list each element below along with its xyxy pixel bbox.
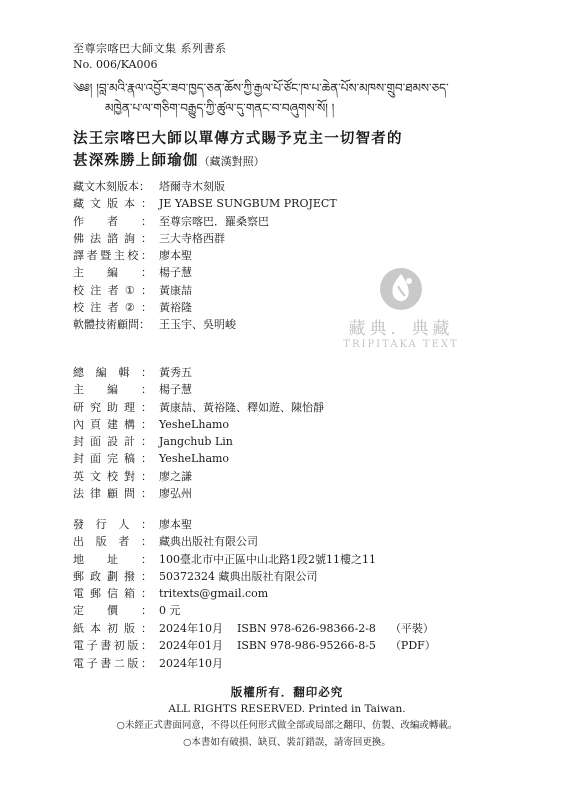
credit-label: 總 編 輯 ： [73, 366, 152, 379]
credit-row [73, 485, 324, 502]
credit-row [73, 381, 324, 398]
credit-label: 出 版 者 ： [73, 535, 152, 549]
credit-row [73, 585, 376, 602]
credit-value: 黃康喆、黃裕隆、釋如遊、陳怡靜 [159, 400, 324, 414]
credit-value: 0 元 [159, 604, 181, 618]
book-title-main: 甚深殊勝上師瑜伽 [73, 152, 199, 169]
edition-format: （PDF） [389, 639, 436, 653]
credit-value: 廖本聖 [159, 249, 192, 263]
credit-label: 電 子 書 初 版 ： [73, 639, 152, 653]
credits-block-1 [73, 178, 337, 334]
edition-isbn: ISBN 978-626-98366-2-8 [237, 622, 376, 635]
credit-label: 主 編 ： [73, 383, 152, 397]
book-title-line-1: 法王宗喀巴大師以單傳方式賜予克主一切智者的 [73, 130, 403, 147]
book-title [73, 128, 513, 173]
credit-value: 楊子慧 [159, 266, 192, 280]
credit-row [73, 364, 324, 381]
credit-label: 作 者 ： [73, 214, 152, 228]
credit-label: 定 價 ： [73, 604, 152, 618]
credit-label: 研 究 助 理 ： [73, 400, 152, 414]
credit-value: Jangchub Lin [159, 435, 233, 449]
credit-value: 廖本聖 [159, 518, 192, 531]
credit-row [73, 399, 324, 416]
credit-value: 黃康喆 [159, 283, 192, 297]
credit-row [73, 450, 324, 467]
credit-label: 譯 者 暨 主 校 ： [73, 249, 152, 263]
credits-block-2 [73, 364, 324, 502]
credit-row [73, 247, 337, 264]
credit-row [73, 568, 376, 585]
credit-value: 塔爾寺木刻版 [159, 180, 225, 193]
credit-label: 封 面 設 計 ： [73, 435, 152, 449]
editions-block [73, 620, 436, 672]
credit-label: 內 頁 建 構 ： [73, 417, 152, 431]
credit-row [73, 602, 376, 619]
credit-label: 軟體技術顧問： [73, 318, 150, 332]
reproduction-notice: ○未經正式書面同意，不得以任何形式做全部或局部之翻印、仿製、改編或轉載。 [116, 720, 458, 731]
credit-label: 校 注 者 ② ： [73, 301, 152, 315]
credit-value: tritexts@gmail.com [159, 587, 269, 601]
credit-value: 至尊宗喀巴．羅桑察巴 [159, 214, 269, 228]
watermark-text-en: TRIPITAKA TEXT [343, 339, 459, 350]
credit-label: 電 子 書 二 版 ： [73, 656, 152, 670]
credit-value: YesheLhamo [159, 452, 230, 466]
credit-label: 佛 法 諮 詢 ： [73, 231, 152, 245]
credit-label: 地 址 ： [73, 552, 152, 566]
credit-value: JE YABSE SUNGBUM PROJECT [159, 197, 337, 211]
credit-value: 黃裕隆 [159, 301, 192, 315]
credit-label: 郵 政 劃 撥 ： [73, 569, 152, 583]
credit-row [73, 195, 337, 212]
edition-date: 2024年01月 [159, 639, 223, 653]
series-title: 至尊宗喀巴大師文集 系列書系 [73, 42, 227, 55]
credit-value: 黃秀五 [159, 366, 192, 379]
tibetan-title-line-1: ༄༅། །བླ་མའི་རྣལ་འབྱོར་ཟབ་ཁྱད་ཅན་ཆོས་ཀྱི་རྒྱལ་པོ་ཙོང་ཁ་པ་ཆེན་པོས་མཁས་གྲུབ་ཐམས་ཅད་ [73, 81, 449, 95]
edition-row [73, 620, 436, 637]
credit-value: 廖之謙 [159, 469, 192, 483]
leaf-drop-logo-icon [378, 266, 424, 312]
credit-label: 法 律 顧 問 ： [73, 487, 152, 501]
damage-return-notice: ○本書如有破損、缺頁、裝訂錯誤，請寄回更換。 [183, 737, 391, 748]
credit-label: 發 行 人 ： [73, 518, 152, 531]
edition-isbn: ISBN 978-986-95266-8-5 [237, 639, 376, 653]
edition-date: 2024年10月 [159, 656, 223, 670]
credit-value: 50372324 藏典出版社有限公司 [159, 569, 318, 583]
watermark-text-zh: 藏典．典藏 [348, 319, 454, 339]
series-number: No. 006/KA006 [73, 58, 158, 71]
credit-row [73, 264, 337, 281]
tibetan-title [73, 78, 513, 118]
edition-row [73, 655, 436, 672]
rights-reserved-zh: 版權所有．翻印必究 [230, 685, 344, 699]
credit-row [73, 282, 337, 299]
credit-row [73, 516, 376, 533]
credit-value: 廖弘州 [159, 487, 192, 501]
credit-row [73, 433, 324, 450]
credit-label: 封 面 完 稿 ： [73, 452, 152, 466]
credit-row [73, 299, 337, 316]
credit-label: 校 注 者 ① ： [73, 283, 152, 297]
rights-reserved-en: ALL RIGHTS RESERVED. Printed in Taiwan. [168, 703, 406, 715]
publisher-watermark [336, 266, 466, 350]
credit-value: 100臺北市中正區中山北路1段2號11樓之11 [159, 552, 376, 566]
credit-row [73, 230, 337, 247]
book-title-line-2 [73, 150, 513, 173]
credit-label: 電 郵 信 箱 ： [73, 587, 152, 601]
edition-row [73, 637, 436, 654]
credit-row [73, 468, 324, 485]
book-title-subtitle: （藏漢對照） [198, 155, 265, 168]
credit-value: 三大寺格西群 [159, 231, 225, 245]
credit-row [73, 416, 324, 433]
credit-label: 英 文 校 對 ： [73, 469, 152, 483]
edition-date: 2024年10月 [159, 622, 223, 635]
credit-row [73, 213, 337, 230]
tibetan-title-line-2: མཁྱེན་པ་ལ་གཅིག་བརྒྱུད་ཀྱི་ཚུལ་དུ་གནང་བ་བཞུགས་སོ། ། [105, 101, 335, 115]
credit-value: 楊子慧 [159, 383, 192, 397]
credit-row [73, 178, 337, 195]
edition-format: （平裝） [389, 622, 434, 635]
credit-value: 王玉宇、吳明峻 [159, 318, 236, 332]
credit-row [73, 551, 376, 568]
credit-label: 藏文木刻版本： [73, 180, 150, 193]
credit-label: 藏 文 版 本 ： [73, 197, 152, 211]
credit-value: 藏典出版社有限公司 [159, 535, 258, 549]
credit-value: YesheLhamo [159, 417, 230, 431]
credit-label: 紙 本 初 版 ： [73, 622, 152, 635]
copyright-footer [0, 683, 574, 751]
credit-row [73, 316, 337, 333]
publisher-block [73, 516, 376, 620]
credit-row [73, 533, 376, 550]
credit-label: 主 編 ： [73, 266, 152, 280]
